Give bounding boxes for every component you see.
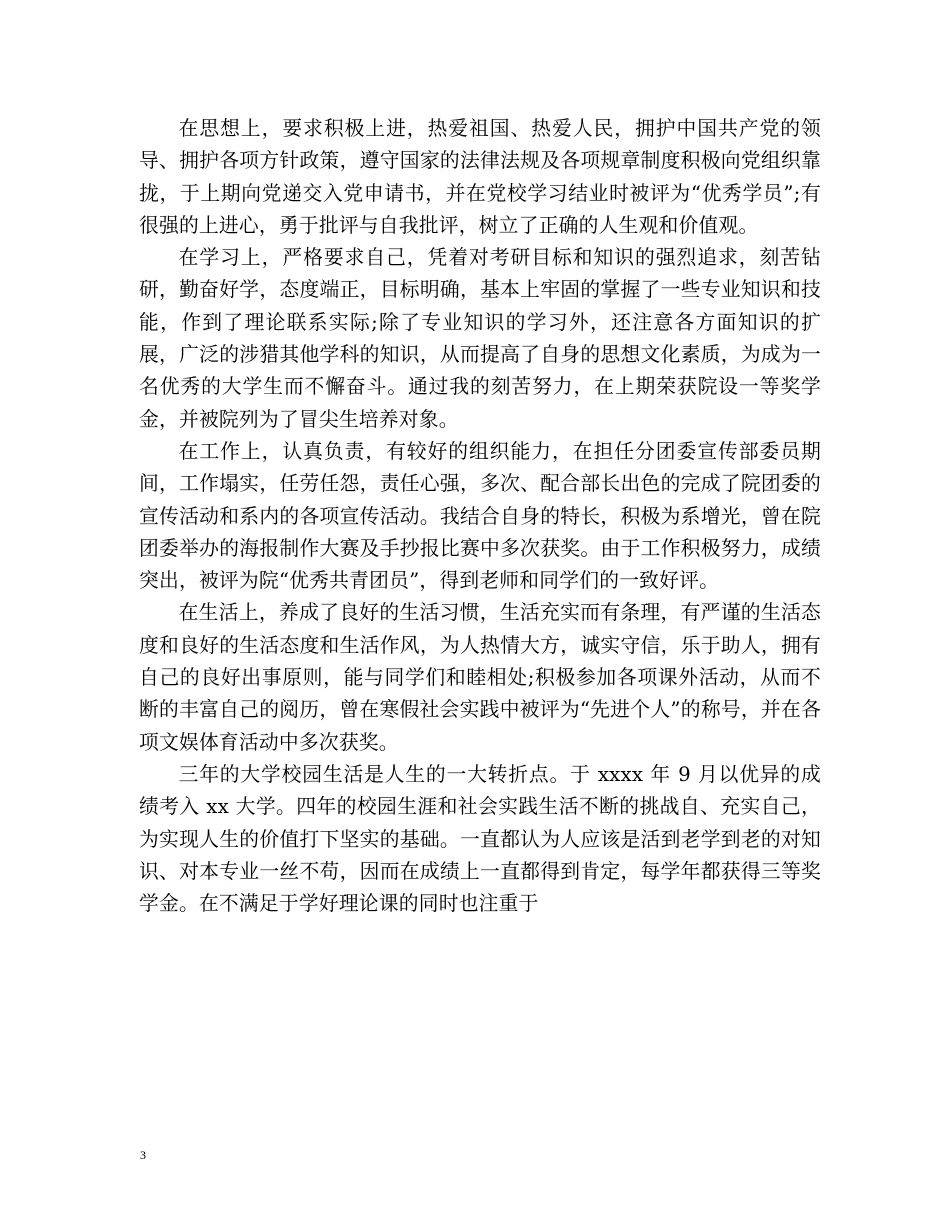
paragraph-study: 在学习上，严格要求自己，凭着对考研目标和知识的强烈追求，刻苦钻研，勤奋好学，态度端正，目标明确，基本上牢固的掌握了一些专业知识和技能，作到了理论联系实际;除了专业知识的学习外，还注意各方面知识的扩展，广泛的涉猎其他学科的知识，从而提高了自身的思想文化素质，为成为一名优秀的大学生而不懈奋斗。通过我的刻苦努力，在上期荣获院设一等奖学金，并被院列为了冒尖生培养对象。: [139, 246, 821, 431]
paragraph-college-years: 三年的大学校园生活是人生的一大转折点。于 xxxx 年 9 月以优异的成绩考入 xx 大学。四年的校园生涯和社会实践生活不断的挑战自、充实自己，为实现人生的价值打下坚实的基础。一直都认为人应该是活到老学到老的对知识、对本专业一丝不苟，因而在成绩上一直都得到肯定，每学年都获得三等奖学金。在不满足于学好理论课的同时也注重于: [139, 762, 821, 916]
paragraph-work: 在工作上，认真负责，有较好的组织能力，在担任分团委宣传部委员期间，工作塌实，任劳任怨，责任心强，多次、配合部长出色的完成了院团委的宣传活动和系内的各项宣传活动。我结合自身的特长，积极为系增光，曾在院团委举办的海报制作大赛及手抄报比赛中多次获奖。由于工作积极努力，成绩突出，被评为院“优秀共青团员”，得到老师和同学们的一致好评。: [139, 439, 821, 593]
page-number: 3: [140, 1148, 146, 1162]
document-body: [139, 113, 821, 920]
paragraph-life: 在生活上，养成了良好的生活习惯，生活充实而有条理，有严谨的生活态度和良好的生活态度和生活作风，为人热情大方，诚实守信，乐于助人，拥有自己的良好出事原则，能与同学们和睦相处;积极参加各项课外活动，从而不断的丰富自己的阅历，曾在寒假社会实践中被评为“先进个人”的称号，并在各项文娱体育活动中多次获奖。: [139, 601, 821, 754]
paragraph-ideology: 在思想上，要求积极上进，热爱祖国、热爱人民，拥护中国共产党的领导、拥护各项方针政策，遵守国家的法律法规及各项规章制度积极向党组织靠拢，于上期向党递交入党申请书，并在党校学习结业时被评为“优秀学员”;有很强的上进心，勇于批评与自我批评，树立了正确的人生观和价值观。: [139, 117, 821, 237]
